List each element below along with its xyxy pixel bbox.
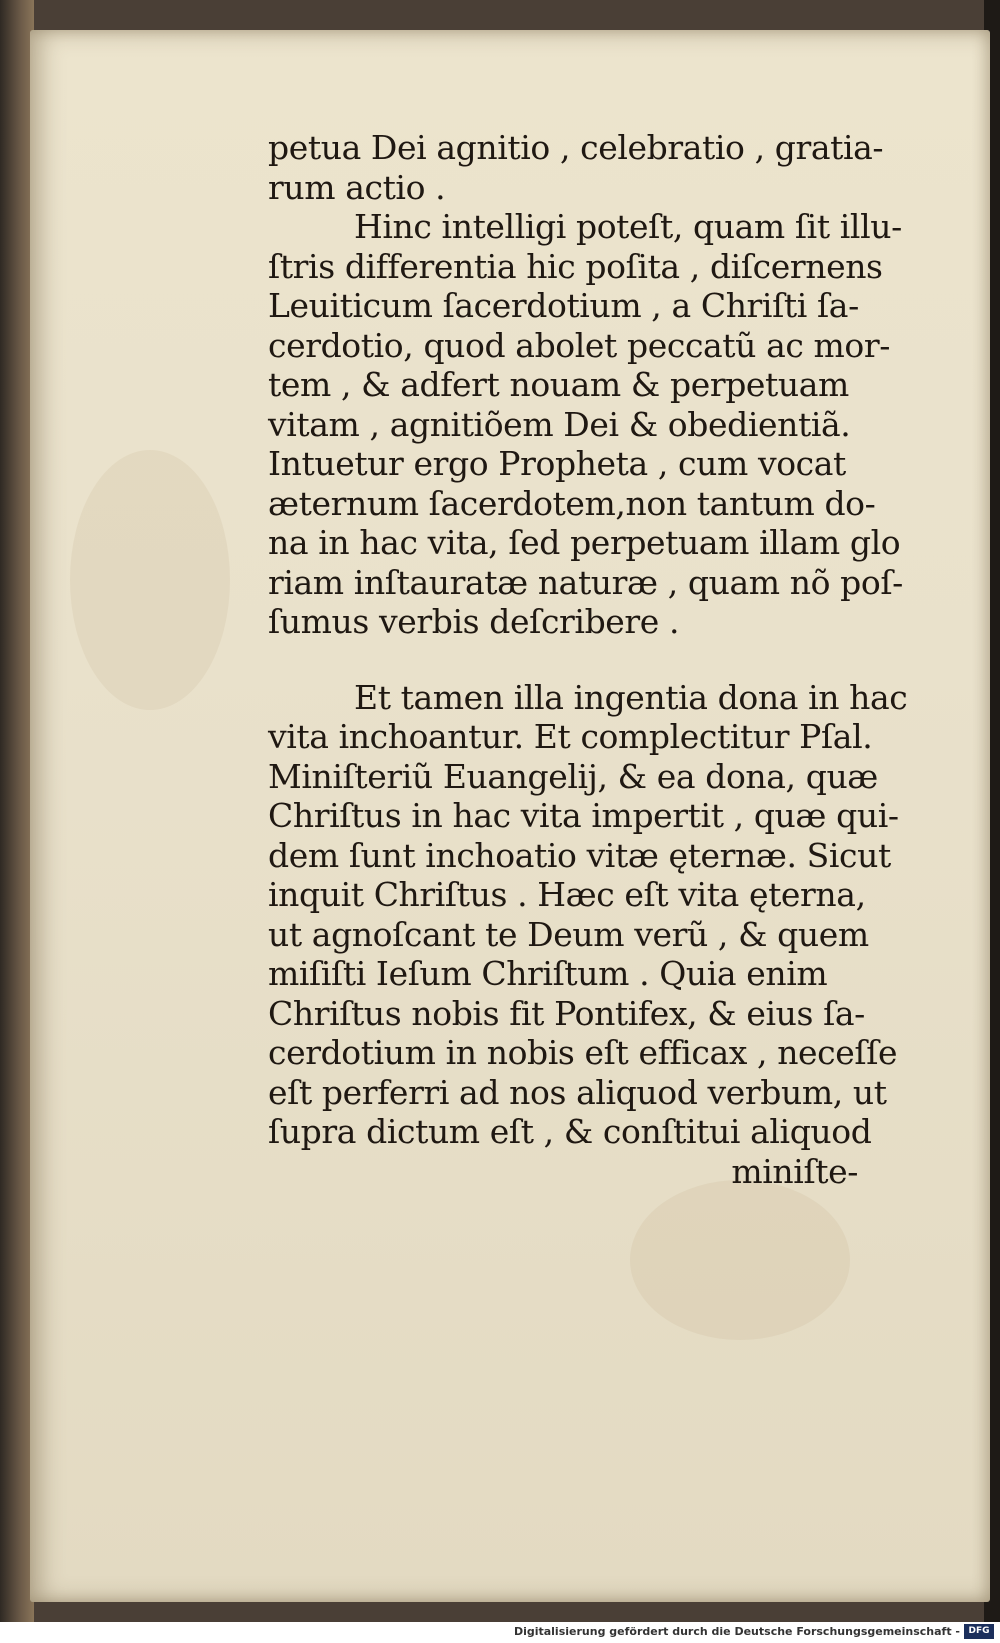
- text-line: na in hac vita, ſed perpetuam illam glo: [268, 523, 901, 562]
- text-line: petua Dei agnitio , celebratio , gratia-: [268, 128, 884, 167]
- text-line: Miniſteriũ Euangelij, & ea dona, quæ: [268, 756, 878, 796]
- text-line: miſiſti Ieſum Chriſtum . Quia enim: [268, 954, 828, 993]
- text-line: vitam , agnitiõem Dei & obedientiã.: [268, 404, 851, 444]
- text-line: inquit Chriſtus . Hæc eſt vita ęterna,: [268, 875, 866, 914]
- paper-stain: [70, 450, 230, 710]
- text-line: rum actio .: [268, 167, 446, 207]
- page-text: [268, 128, 908, 1191]
- book-spine-edge: [0, 0, 34, 1622]
- text-line: ſtris differentia hic poſita , diſcernens: [268, 246, 883, 286]
- text-line: Intuetur ergo Propheta , cum vocat: [268, 444, 846, 483]
- text-line: cerdotio, quod abolet peccatũ ac mor-: [268, 325, 891, 365]
- paragraph-gap: [268, 642, 902, 678]
- text-line: æternum ſacerdotem,non tantum do-: [268, 483, 876, 523]
- catchword: miniſte-: [731, 1151, 858, 1191]
- text-line: Hinc intelligi poteſt, quam ſit illu-: [354, 207, 902, 246]
- text-line: Et tamen illa ingentia dona in hac: [354, 677, 908, 717]
- text-line: Chriſtus nobis fit Pontifex, & eius ſa-: [268, 993, 865, 1033]
- text-line: ut agnoſcant te Deum verũ , & quem: [268, 914, 869, 954]
- text-line: dem ſunt inchoatio vitæ ęternæ. Sicut: [268, 835, 891, 875]
- text-line: riam inſtauratæ naturæ , quam nõ poſ-: [268, 562, 903, 602]
- text-line: ſumus verbis deſcribere .: [268, 602, 680, 641]
- text-line: cerdotium in nobis eſt efficax , neceſſe: [268, 1033, 898, 1072]
- dfg-logo: DFG: [964, 1624, 994, 1639]
- paper-stain: [630, 1180, 850, 1340]
- text-line: tem , & adfert nouam & perpetuam: [268, 365, 849, 404]
- digitization-credit: Digitalisierung gefördert durch die Deutsche Forschungsgemeinschaft -: [513, 1625, 960, 1638]
- text-line: vita inchoantur. Et complectitur Pſal.: [268, 717, 873, 756]
- text-line: Chriſtus in hac vita impertit , quæ qui-: [268, 796, 899, 835]
- text-line: ſupra dictum eſt , & conſtitui aliquod: [268, 1112, 872, 1151]
- footer-bar: [0, 1622, 1000, 1643]
- text-line: Leuiticum ſacerdotium , a Chriſti ſa-: [268, 286, 859, 325]
- text-line: eſt perferri ad nos aliquod verbum, ut: [268, 1072, 887, 1112]
